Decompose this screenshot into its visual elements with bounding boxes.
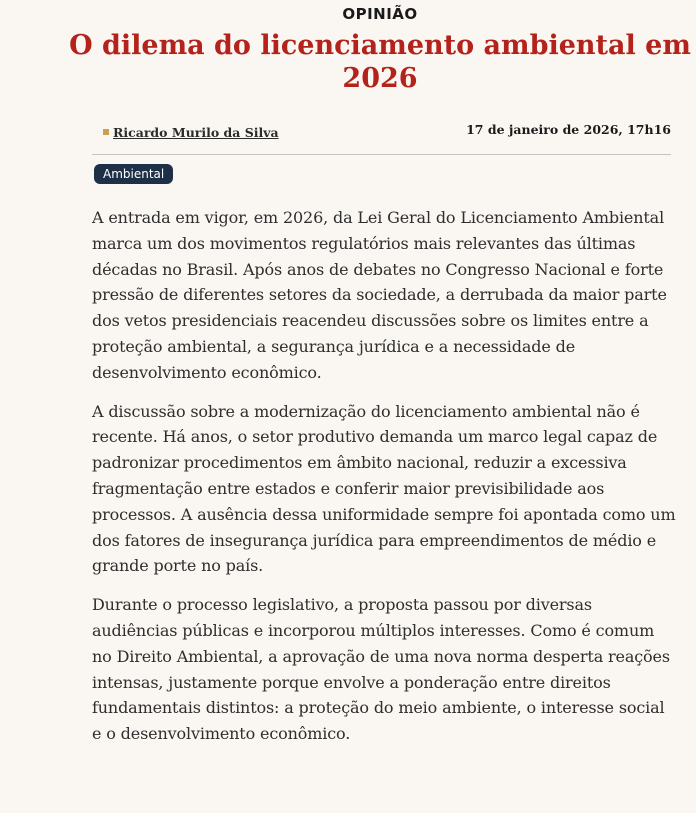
publish-date: 17 de janeiro de 2026, 17h16 <box>466 122 671 137</box>
article-paragraph: A entrada em vigor, em 2026, da Lei Geral do Licenciamento Ambiental marca um dos movimentos regulatórios mais relevantes das últimas décadas no Brasil. Após anos de debates no Congresso Nacional e forte pressão de diferentes setores da sociedade, a derrubada da maior parte dos vetos presidenciais reacendeu discussões sobre os limites entre a proteção ambiental, a segurança jurídica e a necessidade de desenvolvimento econômico. <box>92 208 667 382</box>
topic-tag[interactable]: Ambiental <box>94 164 173 184</box>
author-link[interactable]: Ricardo Murilo da Silva <box>113 125 279 140</box>
author-marker-icon <box>103 129 109 135</box>
byline <box>103 122 671 142</box>
section-kicker[interactable]: OPINIÃO <box>342 5 418 23</box>
byline-divider <box>92 154 671 155</box>
article-headline: O dilema do licenciamento ambiental em 2026 <box>69 30 691 94</box>
article-paragraph: Durante o processo legislativo, a proposta passou por diversas audiências públicas e incorporou múltiplos interesses. Como é comum no Direito Ambiental, a aprovação de uma nova norma desperta reações intensas, justamente porque envolve a ponderação entre direitos fundamentais distintos: a proteção do meio ambiente, o interesse social e o desenvolvimento econômico. <box>92 595 670 744</box>
article-body <box>92 205 677 760</box>
article-paragraph: A discussão sobre a modernização do licenciamento ambiental não é recente. Há anos, o setor produtivo demanda um marco legal capaz de padronizar procedimentos em âmbito nacional, reduzir a excessiva fragmentação entre estados e conferir maior previsibilidade aos processos. A ausência dessa uniformidade sempre foi apontada como um dos fatores de insegurança jurídica para empreendimentos de médio e grande porte no país. <box>92 401 676 576</box>
